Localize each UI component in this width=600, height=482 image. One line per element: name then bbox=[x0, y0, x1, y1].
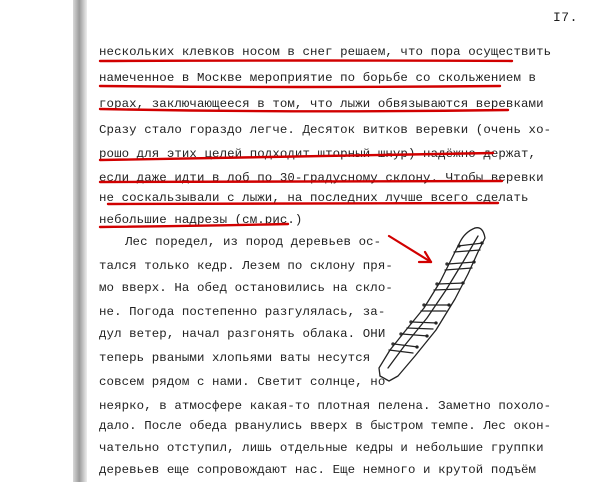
text-line: дало. После обеда рванулись вверх в быстром темпе. Лес окон- bbox=[99, 419, 552, 433]
text-line: горах, заключающееся в том, что лыжи обвязываются веревками bbox=[99, 97, 544, 111]
text-line: если даже идти в лоб по 30-градусному склону. Чтобы веревки bbox=[99, 171, 544, 185]
text-line: мо вверх. На обед остановились на скло- bbox=[99, 281, 393, 295]
text-line: неярко, в атмосфере какая-то плотная пелена. Заметно похоло- bbox=[99, 399, 552, 413]
text-line: не. Погода постепенно разгулялась, за- bbox=[99, 305, 386, 319]
page-number: I7. bbox=[553, 10, 578, 25]
text-line: намеченное в Москве мероприятие по борьбе со скольжением в bbox=[99, 71, 537, 85]
text-line: дул ветер, начал разгонять облака. ОНИ bbox=[99, 327, 386, 341]
text-line: теперь рваными хлопьями ваты несутся bbox=[99, 351, 371, 365]
text-line: Лес поредел, из пород деревьев ос- bbox=[125, 235, 382, 249]
text-line: нескольких клевков носом в снег решаем, что пора осуществить bbox=[99, 45, 552, 59]
text-line: не соскальзывали с лыжи, на последних лучше всего сделать bbox=[99, 191, 529, 205]
text-line: деревьев еще сопровождают нас. Еще немного и крутой подъём bbox=[99, 463, 537, 477]
text-line: рошо для этих целей подходит шторный шнур) надёжно держат, bbox=[99, 147, 537, 161]
text-line: небольшие надрезы (см.рис.) bbox=[99, 213, 303, 227]
text-line: Сразу стало гораздо легче. Десяток витков веревки (очень хо- bbox=[99, 123, 552, 137]
text-line: совсем рядом с нами. Светит солнце, но bbox=[99, 375, 386, 389]
text-line: тался только кедр. Лезем по склону пря- bbox=[99, 259, 393, 273]
text-line: чательно отступил, лишь отдельные кедры и небольшие группки bbox=[99, 441, 544, 455]
